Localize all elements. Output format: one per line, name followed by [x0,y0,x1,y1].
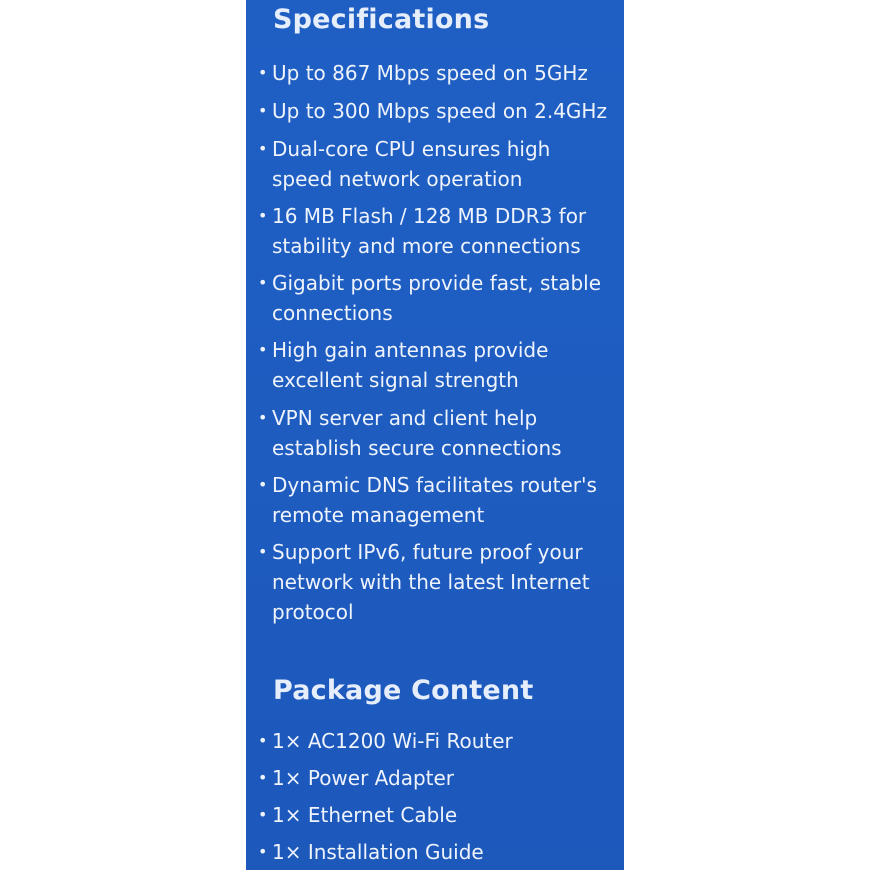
bullet-icon: • [258,842,268,861]
bullet-icon: • [258,731,268,750]
spec-item [258,58,618,88]
spec-item [258,335,618,395]
spec-item [258,96,618,126]
bullet-icon: • [258,63,268,82]
spec-text: VPN server and client help establish secure connections [272,406,562,460]
package-text: 1× Power Adapter [272,766,455,790]
package-item [258,837,618,867]
bullet-icon: • [258,340,268,359]
box-side-panel [246,0,624,870]
bullet-icon: • [258,101,268,120]
package-content-heading: Package Content [273,675,534,706]
package-item [258,800,618,830]
spec-item [258,134,618,194]
bullet-icon: • [258,206,268,225]
spec-text: Up to 300 Mbps speed on 2.4GHz [272,99,607,123]
spec-item [258,201,618,261]
spec-text: Dual-core CPU ensures high speed network operation [272,137,551,191]
package-text: 1× Installation Guide [272,840,484,864]
spec-text: Up to 867 Mbps speed on 5GHz [272,61,588,85]
spec-text: High gain antennas provide excellent signal strength [272,338,549,392]
bullet-icon: • [258,542,268,561]
spec-item [258,470,618,530]
bullet-icon: • [258,805,268,824]
bullet-icon: • [258,408,268,427]
bullet-icon: • [258,475,268,494]
spec-text: Gigabit ports provide fast, stable connections [272,271,602,325]
specifications-heading: Specifications [273,4,490,35]
spec-item [258,537,618,627]
spec-item [258,403,618,463]
spec-text: 16 MB Flash / 128 MB DDR3 for stability and more connections [272,204,587,258]
bullet-icon: • [258,768,268,787]
spec-item [258,268,618,328]
package-item [258,726,618,756]
bullet-icon: • [258,273,268,292]
spec-text: Support IPv6, future proof your network with the latest Internet protocol [272,540,590,624]
spec-text: Dynamic DNS facilitates router's remote management [272,473,597,527]
bullet-icon: • [258,139,268,158]
package-text: 1× AC1200 Wi-Fi Router [272,729,513,753]
package-item [258,763,618,793]
package-text: 1× Ethernet Cable [272,803,458,827]
